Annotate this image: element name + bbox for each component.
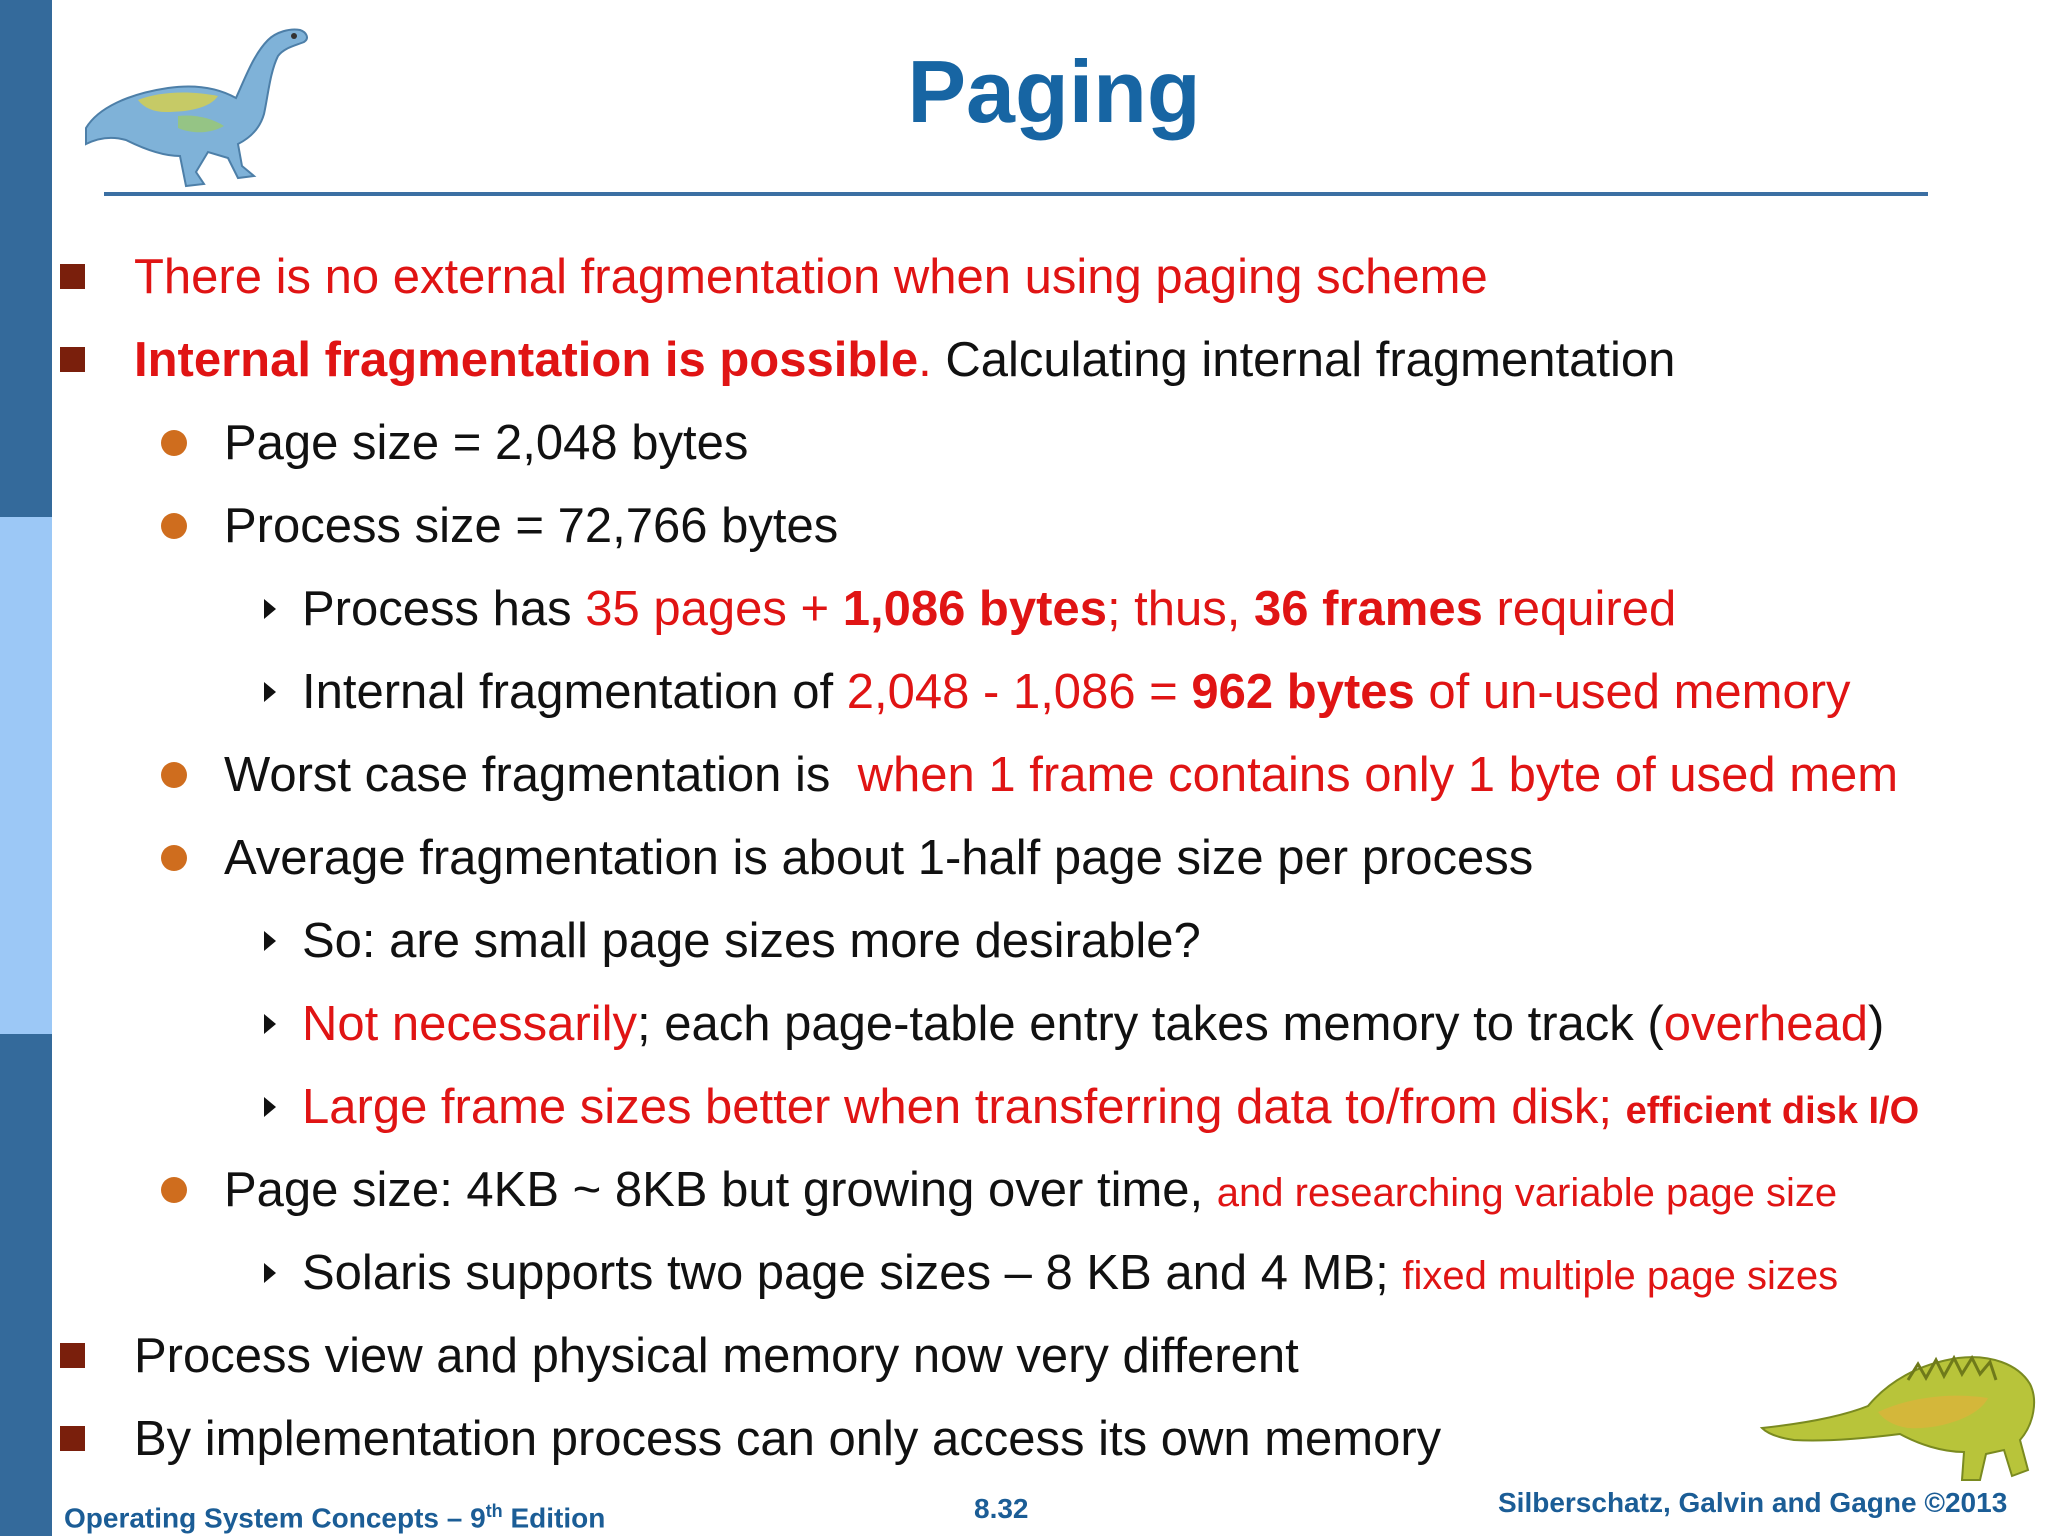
bullet-internal-fragmentation-calc — [302, 662, 1851, 722]
bullet-process-size: Process size = 72,766 bytes — [224, 499, 839, 553]
worst-case-emphasis: when 1 frame contains only 1 byte of used mem — [857, 748, 1899, 802]
efficient-disk-io: efficient disk I/O — [1625, 1090, 1920, 1132]
bullet-solaris — [302, 1243, 1838, 1303]
bullet-process-pages — [302, 579, 1676, 639]
overhead-text: overhead — [1663, 997, 1869, 1051]
square-bullet-icon — [60, 264, 85, 289]
triangle-bullet-icon — [264, 1097, 276, 1117]
calc-expression: 2,048 - 1,086 = — [846, 665, 1192, 719]
calc-result: 962 bytes — [1191, 665, 1415, 719]
round-bullet-icon — [161, 430, 187, 456]
bullet-no-external-fragmentation: There is no external fragmentation when using paging scheme — [134, 250, 1488, 304]
triangle-bullet-icon — [264, 931, 276, 951]
text-part: ; thus, — [1106, 582, 1255, 636]
sidebar-segment-top — [0, 0, 52, 517]
triangle-bullet-icon — [264, 599, 276, 619]
text-part: of un-used memory — [1414, 665, 1851, 719]
triangle-bullet-icon — [264, 1014, 276, 1034]
slide-number: 8.32 — [974, 1493, 1029, 1524]
remaining-bytes: 1,086 bytes — [842, 582, 1107, 636]
text-part: Page size: 4KB ~ 8KB but growing over time, — [224, 1163, 1217, 1217]
title-divider — [104, 192, 1928, 196]
bullet-process-view: Process view and physical memory now very different — [134, 1329, 1299, 1383]
bullet-internal-fragmentation — [134, 330, 1675, 390]
text-part: Worst case fragmentation is — [224, 748, 858, 802]
footer-authors: Silberschatz, Galvin and Gagne ©2013 — [1498, 1487, 2008, 1518]
text-part: Process has — [302, 582, 586, 636]
triangle-bullet-icon — [264, 682, 276, 702]
square-bullet-icon — [60, 1343, 85, 1368]
bullet-average-fragmentation: Average fragmentation is about 1-half page size per process — [224, 831, 1534, 885]
square-bullet-icon — [60, 347, 85, 372]
period: . — [918, 333, 932, 387]
footer-book-title — [64, 1494, 605, 1535]
bullet-own-memory: By implementation process can only access its own memory — [134, 1412, 1442, 1466]
variable-page-size-text: and researching variable page size — [1216, 1171, 1838, 1215]
text-part: Internal fragmentation of — [302, 665, 847, 719]
round-bullet-icon — [161, 762, 187, 788]
internal-fragmentation-emphasis: Internal fragmentation is possible — [134, 333, 919, 387]
text-part: ; each page-table entry takes memory to track ( — [636, 997, 1664, 1051]
calculating-text: Calculating internal fragmentation — [931, 333, 1676, 387]
sidebar-segment-bottom — [0, 1034, 52, 1536]
triangle-bullet-icon — [264, 1263, 276, 1283]
not-necessarily-text: Not necessarily — [302, 997, 637, 1051]
text-part: Solaris supports two page sizes – 8 KB and 4 MB; — [302, 1246, 1403, 1300]
text-part: ) — [1868, 997, 1885, 1051]
bullet-large-frame-sizes — [302, 1077, 1919, 1137]
dinosaur-logo-bottom-icon — [1758, 1328, 2043, 1488]
pages-count: 35 pages + — [585, 582, 843, 636]
bullet-small-page-question: So: are small page sizes more desirable? — [302, 914, 1201, 968]
round-bullet-icon — [161, 1177, 187, 1203]
bullet-worst-case — [224, 745, 1898, 805]
book-title-end: Edition — [502, 1502, 606, 1534]
text-part: Large frame sizes better when transferring data to/from disk; — [302, 1080, 1626, 1134]
square-bullet-icon — [60, 1426, 85, 1451]
text-part: required — [1482, 582, 1677, 636]
sidebar-segment-middle — [0, 517, 52, 1034]
bullet-page-size-growth — [224, 1160, 1837, 1220]
sidebar-stripe — [0, 0, 52, 1536]
bullet-not-necessarily — [302, 994, 1884, 1054]
round-bullet-icon — [161, 513, 187, 539]
frames-count: 36 frames — [1254, 582, 1483, 636]
round-bullet-icon — [161, 845, 187, 871]
fixed-multiple-sizes-text: fixed multiple page sizes — [1402, 1254, 1839, 1298]
edition-superscript: th — [485, 1501, 503, 1521]
book-title-text: Operating System Concepts – 9 — [64, 1502, 486, 1534]
bullet-page-size: Page size = 2,048 bytes — [224, 416, 749, 470]
slide-title: Paging — [907, 42, 1201, 141]
